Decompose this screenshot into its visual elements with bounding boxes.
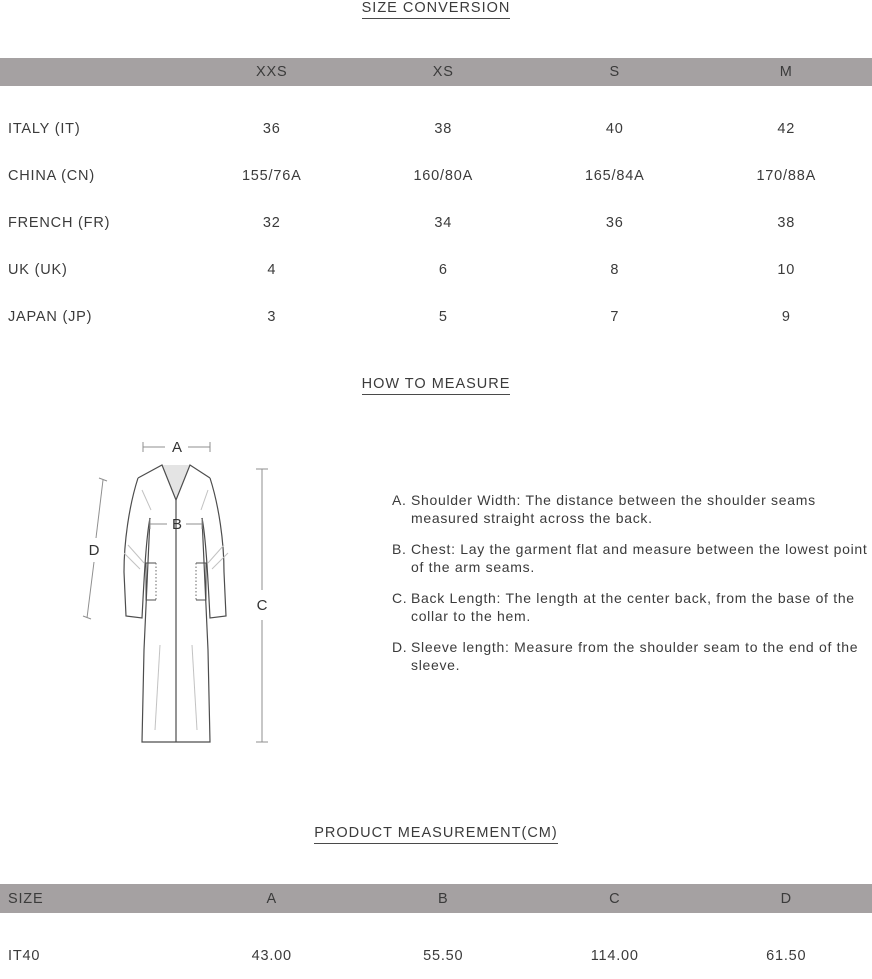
- item-text: Back Length: The length at the center back, from the base of the collar to the hem.: [411, 590, 868, 625]
- list-item: [392, 541, 868, 576]
- table-row: [0, 246, 872, 293]
- row-value: 9: [701, 309, 872, 325]
- diagram-label-b: B: [172, 516, 182, 533]
- table-row: [0, 152, 872, 199]
- row-label: JAPAN (JP): [0, 309, 186, 325]
- product-measurement-title: [0, 825, 872, 844]
- table-row: [0, 293, 872, 340]
- neck-shading: [162, 465, 190, 500]
- row-label: CHINA (CN): [0, 168, 186, 184]
- row-value: 32: [186, 215, 358, 231]
- row-value: 5: [358, 309, 530, 325]
- row-value: 170/88A: [701, 168, 872, 184]
- item-letter: D.: [392, 639, 411, 674]
- product-measurement-header-size: SIZE: [0, 891, 186, 907]
- row-value: 3: [186, 309, 358, 325]
- size-conversion-header-row: [0, 58, 872, 86]
- item-letter: B.: [392, 541, 411, 576]
- size-conversion-title-text: SIZE CONVERSION: [362, 0, 511, 19]
- row-value: 160/80A: [358, 168, 530, 184]
- diagram-label-a: A: [172, 439, 182, 456]
- table-row: [0, 199, 872, 246]
- row-value: 34: [358, 215, 530, 231]
- row-value: 55.50: [358, 948, 530, 964]
- item-text: Sleeve length: Measure from the shoulder seam to the end of the sleeve.: [411, 639, 868, 674]
- diagram-label-c: C: [257, 597, 268, 614]
- product-measurement-header-a: A: [186, 891, 358, 907]
- row-value: 114.00: [529, 948, 701, 964]
- row-value: 42: [701, 121, 872, 137]
- product-measurement-header-row: [0, 884, 872, 913]
- row-value: 43.00: [186, 948, 358, 964]
- size-conversion-header-xs: XS: [358, 64, 530, 80]
- row-value: 40: [529, 121, 701, 137]
- diagram-label-d: D: [89, 542, 100, 559]
- table-row: [0, 105, 872, 152]
- garment-diagram: [60, 430, 320, 790]
- product-measurement-header-c: C: [529, 891, 701, 907]
- item-letter: A.: [392, 492, 411, 527]
- how-to-measure-title-text: HOW TO MEASURE: [362, 376, 511, 395]
- size-conversion-header-s: S: [529, 64, 701, 80]
- row-label: ITALY (IT): [0, 121, 186, 137]
- size-conversion-table: [0, 105, 872, 340]
- product-measurement-title-text: PRODUCT MEASUREMENT(CM): [314, 825, 557, 844]
- list-item: [392, 492, 868, 527]
- item-text: Shoulder Width: The distance between the shoulder seams measured straight across the back.: [411, 492, 868, 527]
- list-item: [392, 590, 868, 625]
- row-value: 38: [358, 121, 530, 137]
- size-conversion-title: [0, 0, 872, 19]
- row-label: UK (UK): [0, 262, 186, 278]
- coat-outline: [124, 465, 226, 742]
- row-label: IT40: [0, 948, 186, 964]
- row-value: 36: [186, 121, 358, 137]
- how-to-measure-title: [0, 376, 872, 395]
- product-measurement-header-d: D: [701, 891, 872, 907]
- item-letter: C.: [392, 590, 411, 625]
- row-value: 6: [358, 262, 530, 278]
- row-value: 38: [701, 215, 872, 231]
- row-value: 7: [529, 309, 701, 325]
- size-conversion-header-xxs: XXS: [186, 64, 358, 80]
- row-value: 155/76A: [186, 168, 358, 184]
- row-value: 8: [529, 262, 701, 278]
- product-measurement-header-b: B: [358, 891, 530, 907]
- row-value: 36: [529, 215, 701, 231]
- row-value: 10: [701, 262, 872, 278]
- size-conversion-header-m: M: [701, 64, 872, 80]
- row-value: 165/84A: [529, 168, 701, 184]
- item-text: Chest: Lay the garment flat and measure between the lowest point of the arm seams.: [411, 541, 868, 576]
- list-item: [392, 639, 868, 674]
- row-value: 4: [186, 262, 358, 278]
- measure-instructions: [392, 492, 868, 688]
- row-value: 61.50: [701, 948, 872, 964]
- row-label: FRENCH (FR): [0, 215, 186, 231]
- product-measurement-table: [0, 932, 872, 979]
- table-row: [0, 932, 872, 979]
